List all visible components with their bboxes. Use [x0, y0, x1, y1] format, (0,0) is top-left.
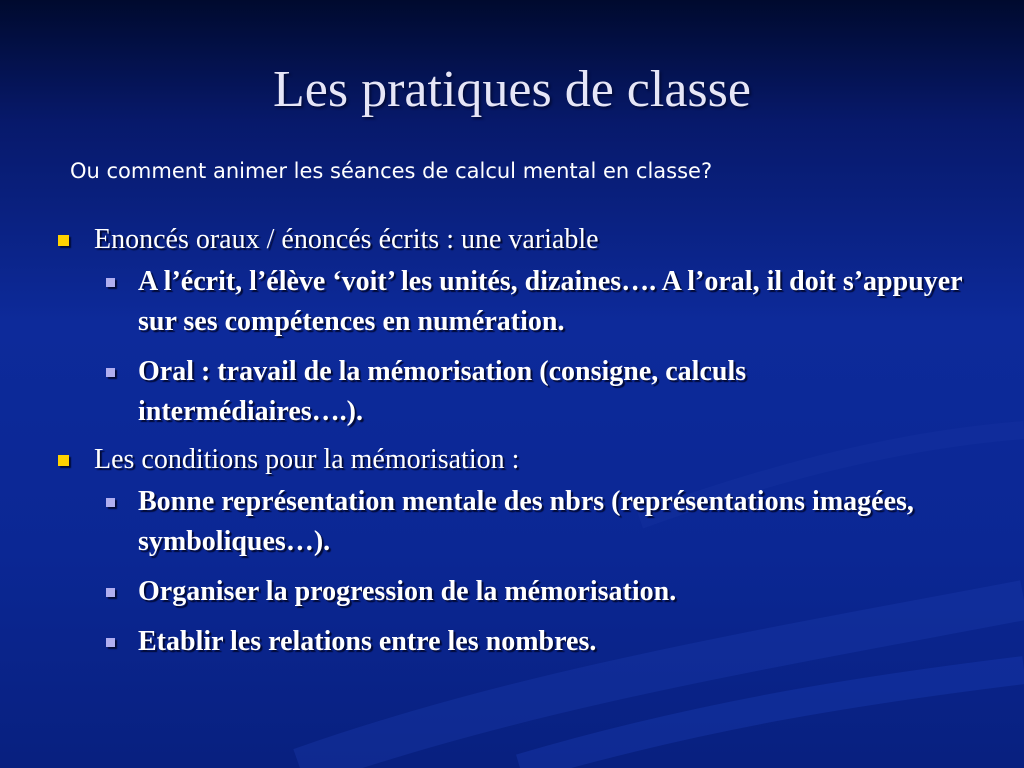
sub-bullet-text: Etablir les relations entre les nombres.: [138, 626, 597, 657]
square-bullet-icon: [106, 588, 115, 597]
sub-bullet-item: [102, 482, 971, 562]
square-bullet-icon: [58, 235, 69, 246]
sub-bullet-item: [102, 262, 971, 342]
sub-bullet-item: [102, 352, 971, 432]
square-bullet-icon: [106, 638, 115, 647]
square-bullet-icon: [58, 455, 69, 466]
sub-bullet-text: A l’écrit, l’élève ‘voit’ les unités, dizaines…. A l’oral, il doit s’appuyer sur ses compétences en numération.: [138, 266, 963, 337]
sub-bullet-text: Oral : travail de la mémorisation (consigne, calculs intermédiaires….).: [138, 356, 747, 427]
slide-subtitle: Ou comment animer les séances de calcul mental en classe?: [70, 159, 713, 183]
slide-title: Les pratiques de classe: [273, 61, 751, 118]
bullet-item: [56, 222, 971, 258]
bullet-item: [56, 442, 971, 478]
bullet-text: Enoncés oraux / énoncés écrits : une variable: [94, 224, 599, 255]
sub-bullet-text: Bonne représentation mentale des nbrs (représentations imagées, symboliques…).: [138, 486, 914, 557]
square-bullet-icon: [106, 368, 115, 377]
bullet-text: Les conditions pour la mémorisation :: [94, 444, 520, 475]
square-bullet-icon: [106, 498, 115, 507]
sub-bullet-item: [102, 572, 971, 612]
sub-bullet-item: [102, 622, 971, 662]
bullet-list: [56, 222, 971, 672]
square-bullet-icon: [106, 278, 115, 287]
sub-bullet-text: Organiser la progression de la mémorisation.: [138, 576, 677, 607]
